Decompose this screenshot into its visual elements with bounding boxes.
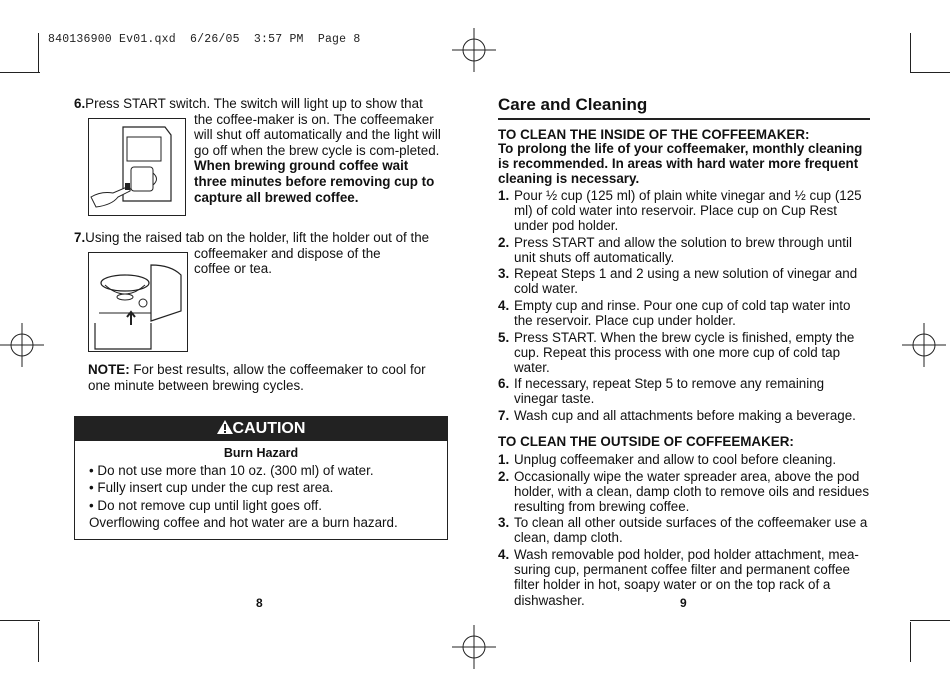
pod-holder-removal-illustration xyxy=(88,252,188,352)
item-number: 4. xyxy=(498,298,510,313)
note-label: NOTE: xyxy=(88,362,130,377)
list-item xyxy=(498,330,870,376)
caution-bullet: • Fully insert cup under the cup rest area. xyxy=(89,480,334,496)
coffeemaker-start-drawing xyxy=(89,119,185,215)
step-7-text: coffeemaker and dispose of the coffee or tea. xyxy=(194,245,381,277)
warning-icon xyxy=(217,420,233,434)
list-item xyxy=(498,469,870,515)
crop-mark xyxy=(910,72,950,73)
item-text: Unplug coffeemaker and allow to cool before cleaning. xyxy=(514,452,837,467)
list-item xyxy=(498,515,870,545)
step-6-text: the coffee-maker is on. The coffeemaker will shut off automatically and the light will go off when the brew cycle is com-pleted. xyxy=(194,111,441,158)
crop-mark xyxy=(38,33,39,73)
item-text: Repeat Steps 1 and 2 using a new solution of vinegar and cold water. xyxy=(514,266,858,297)
page-number-right: 9 xyxy=(680,596,687,610)
item-text: Wash removable pod holder, pod holder attachment, mea-suring cup, permanent coffee filter and permanent coffee filter holder in hot, soapy water or on the top rack of a dishwasher. xyxy=(514,547,859,608)
outside-heading: TO CLEAN THE OUTSIDE OF COFFEEMAKER: xyxy=(498,434,794,449)
inside-intro: To prolong the life of your coffeemaker, monthly cleaning is recommended. In areas with hard water more frequent cleaning is necessary. xyxy=(498,141,863,186)
caution-header xyxy=(75,417,447,441)
crop-mark xyxy=(0,620,40,621)
caution-bullets xyxy=(89,462,447,514)
registration-mark-left xyxy=(0,323,44,367)
list-item xyxy=(498,266,870,296)
step-7-number: 7. xyxy=(74,230,86,245)
registration-mark-top xyxy=(452,28,496,72)
list-item xyxy=(498,452,870,467)
list-item xyxy=(498,188,870,234)
registration-mark-right xyxy=(902,323,946,367)
item-number: 6. xyxy=(498,376,510,391)
item-text: Press START. When the brew cycle is finished, empty the cup. Repeat this process with one more cup of cold tap water. xyxy=(514,330,855,376)
item-number: 3. xyxy=(498,515,510,530)
item-number: 1. xyxy=(498,452,510,467)
caution-footer: Overflowing coffee and hot water are a burn hazard. xyxy=(89,515,398,531)
caution-title: CAUTION xyxy=(232,420,306,437)
title-rule xyxy=(498,118,870,120)
item-number: 7. xyxy=(498,408,510,423)
item-number: 2. xyxy=(498,469,510,484)
burn-hazard-subtitle: Burn Hazard xyxy=(223,446,299,460)
crop-mark xyxy=(910,33,911,73)
crop-mark xyxy=(910,620,950,621)
item-number: 5. xyxy=(498,330,510,345)
file-slug: 840136900 Ev01.qxd 6/26/05 3:57 PM Page 8 xyxy=(48,33,361,46)
item-text: Occasionally wipe the water spreader area, above the pod holder, with a clean, damp cloth to remove oils and residues resulting from brewing coffee. xyxy=(514,469,870,515)
step-7-lead: Using the raised tab on the holder, lift the holder out of the xyxy=(85,230,430,245)
item-text: If necessary, repeat Step 5 to remove any remaining vinegar taste. xyxy=(514,376,825,407)
caution-box xyxy=(74,416,448,540)
crop-mark xyxy=(0,72,40,73)
inside-heading: TO CLEAN THE INSIDE OF THE COFFEEMAKER: xyxy=(498,127,810,142)
note-paragraph xyxy=(88,362,438,393)
step-6-lead: Press START switch. The switch will light up to show that xyxy=(85,96,423,111)
item-number: 1. xyxy=(498,188,510,203)
page-number-left: 8 xyxy=(256,596,263,610)
item-text: Wash cup and all attachments before making a beverage. xyxy=(514,408,856,423)
registration-mark-bottom xyxy=(452,625,496,669)
list-item xyxy=(498,235,870,265)
step-6-warning: When brewing ground coffee wait three minutes before removing cup to capture all brewed coffee. xyxy=(194,158,435,205)
caution-bullet: • Do not use more than 10 oz. (300 ml) of water. xyxy=(89,463,374,478)
coffeemaker-start-illustration xyxy=(88,118,186,216)
item-text: Pour ½ cup (125 ml) of plain white vinegar and ½ cup (125 ml) of cold water into reservoir. Place cup on Cup Rest under pod holder. xyxy=(514,188,862,234)
item-text: Empty cup and rinse. Pour one cup of cold tap water into the reservoir. Place cup under holder. xyxy=(514,298,851,329)
list-item xyxy=(498,298,870,328)
item-text: To clean all other outside surfaces of the coffeemaker use a clean, damp cloth. xyxy=(514,515,868,546)
item-number: 4. xyxy=(498,547,510,562)
caution-bullet: • Do not remove cup until light goes off. xyxy=(89,497,322,513)
item-number: 3. xyxy=(498,266,510,281)
item-text: Press START and allow the solution to brew through until unit shuts off automatically. xyxy=(514,235,852,266)
crop-mark xyxy=(910,622,911,662)
list-item xyxy=(498,408,870,423)
step-6-number: 6. xyxy=(74,96,86,111)
page-title: Care and Cleaning xyxy=(498,95,648,114)
crop-mark xyxy=(38,622,39,662)
item-number: 2. xyxy=(498,235,510,250)
note-text: For best results, allow the coffeemaker to cool for one minute between brewing cycles. xyxy=(88,362,426,393)
list-item xyxy=(498,376,870,406)
pod-holder-drawing xyxy=(89,253,187,351)
